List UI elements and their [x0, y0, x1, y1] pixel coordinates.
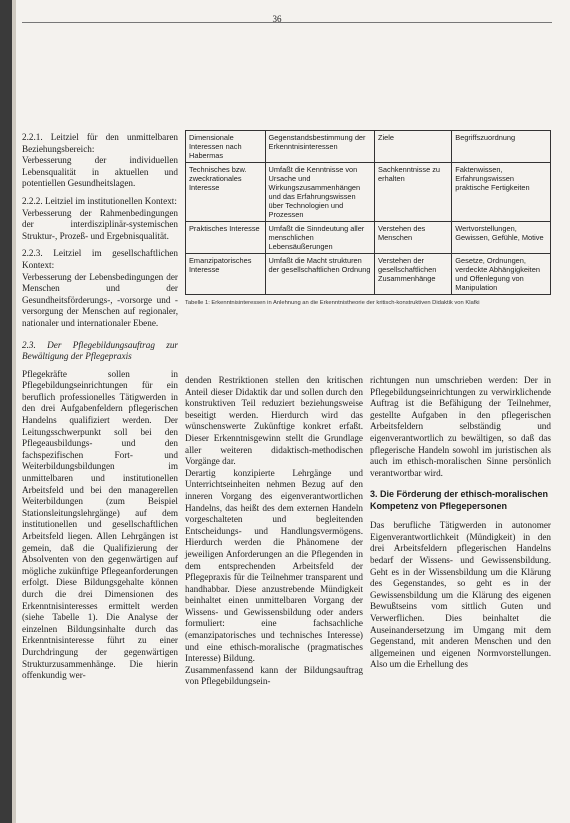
- table-cell: Umfaßt die Macht strukturen der gesellschaftlichen Ordnung: [265, 254, 374, 295]
- table-header-cell: Gegenstandsbestimmung der Erkenntnisinteressen: [265, 131, 374, 163]
- leitziel-2-text: Verbesserung der Rahmenbedingungen der interdisziplinär-systemischen Struktur-, Prozeß- und Ergebnisqualität.: [22, 207, 178, 241]
- table-cell: Praktisches Interesse: [186, 222, 266, 254]
- right-text-column: [370, 375, 551, 671]
- table-cell: Sachkenntnisse zu erhalten: [375, 163, 452, 222]
- table-cell: Verstehen des Menschen: [375, 222, 452, 254]
- table-cell: Verstehen der gesellschaftlichen Zusammenhänge: [375, 254, 452, 295]
- section-3-heading: 3. Die Förderung der ethisch-moralischen Kompetenz von Pflegepersonen: [370, 489, 549, 511]
- section-2-3-body: Pflegekräfte sollen in Pflegebildungseinrichtungen für ein beruflich professionelles Tätigwerden in den drei Aufgabenfeldern pflegerischen Handelns qualifiziert werden. Der Leitungsschwerpunkt soll bei den Pflegeausbildungs- und den fachspezifischen Fort- und Weiterbildungsbildungen im unmittelbaren und institutionellen Arbeitsfeld und bei den managerellen Weiterbildungen (zum Beispiel Stationsleitungslehrgänge) auf dem institutionellen und gesellschaftlichen Arbeitsfeld liegen. Allen Lehrgängen ist gemein, daß die Qualifizierung der Absolventen von den gegenwärtigen auf mögliche zukünftige Pflegeanforderungen erfolgt. Diese Bildungsgehalte können durch die drei Dimensionen des Erkenntnisinteresses ermittelt werden (siehe Tabelle 1). Die Analyse der einzelnen Bildungsinhalte durch das Erkenntnisinteresse führt zu einer Durchdringung der gegenwärtigen Strukturzusammenhänge. Die hierin offenkundig wer-: [22, 368, 178, 681]
- body-paragraph: denden Restriktionen stellen den kritischen Anteil dieser Didaktik dar und sollen durch den konstruktiven Teil reduziert beziehungsweise beseitigt werden. Hierdurch wird das wünschenswerte Zukünftige konkret erfaßt. Dieser Erkenntnisgewinn stellt die Grundlage aller weiteren didaktisch-methodischen Vorgänge dar.: [185, 375, 363, 467]
- table-header-cell: Ziele: [375, 131, 452, 163]
- table-cell: Wertvorstellungen, Gewissen, Gefühle, Motive: [452, 222, 551, 254]
- leitziel-1-text: Verbesserung der individuellen Lebensqualität in aktuellen und potentiellen Gesundheitslagen.: [22, 155, 178, 189]
- table-cell: Emanzipatorisches Interesse: [186, 254, 266, 295]
- table-header-cell: Dimensionale Interessen nach Habermas: [186, 131, 266, 163]
- page-number: 36: [272, 14, 282, 24]
- table-caption: Tabelle 1: Erkenntnisinteressen in Anlehnung an die Erkenntnistheorie der kritisch-konstruktiven Didaktik von Klafki: [185, 300, 480, 306]
- table-row: [186, 163, 551, 222]
- table-cell: Gesetze, Ordnungen, verdeckte Abhängigkeiten und Offenlegung von Manipulation: [452, 254, 551, 295]
- table-header-cell: Begriffszuordnung: [452, 131, 551, 163]
- table-cell: Faktenwissen, Erfahrungswissen praktische Fertigkeiten: [452, 163, 551, 222]
- leitziel-1-heading: 2.2.1. Leitziel für den unmittelbaren Beziehungsbereich:: [22, 132, 178, 154]
- body-paragraph: richtungen nun umschrieben werden: Der in Pflegebildungseinrichtungen zu verwirklichende Auftrag ist die Befähigung der Teilnehmer, gestellte Aufgaben in den pflegerischen Arbeitsfeldern selbständig und eigenverantwortlich zu bewältigen, so daß das pflegerische Handeln sowohl im juristischen als auch im ethisch-moralischen Sinne persönlich verantwortbar wird.: [370, 375, 551, 478]
- body-paragraph: Zusammenfassend kann der Bildungsauftrag von Pflegebildungsein-: [185, 664, 363, 687]
- table-1: [185, 130, 551, 306]
- leitziel-3-text: Verbesserung der Lebensbedingungen der Menschen und der Gesundheitsförderungs-, -vorsorge und -versorgung der Menschen auf regionaler, nationaler und internationaler Ebene.: [22, 271, 178, 328]
- left-text-column: [22, 126, 178, 688]
- leitziel-3-heading: 2.2.3. Leitziel im gesellschaftlichen Kontext:: [22, 248, 178, 270]
- table-cell: Technisches bzw. zweckrationales Interesse: [186, 163, 266, 222]
- scan-binding-shadow: [12, 0, 16, 823]
- scan-page-edge: [0, 0, 12, 823]
- body-paragraph: Das berufliche Tätigwerden in autonomer Eigenverantwortlichkeit (Mündigkeit) in den drei Arbeitsfeldern pflegerischen Handelns bedarf der Wissens- und Gewissensbildung. Geht es in der Wissensbildung um die Klärung des Gegenstandes, so geht es in der Gewissensbildung um die Klärung des eigenen Bewußtseins vom sittlich Guten und Verwerflichen. Dies beinhaltet die Auseinandersetzung im Umgang mit dem Gegenstand, mit anderen Menschen und den allgemeinen und eigenen Normvorstellungen. Also um die Erhellung des: [370, 520, 551, 670]
- section-2-3-heading: 2.3. Der Pflegebildungsauftrag zur Bewältigung der Pflegepraxis: [22, 339, 178, 362]
- table-cell: Umfaßt die Sinndeutung aller menschlichen Lebensäußerungen: [265, 222, 374, 254]
- table-header-row: [186, 131, 551, 163]
- table-row: [186, 222, 551, 254]
- table-row: [186, 254, 551, 295]
- header-rule: [22, 22, 552, 23]
- table-cell: Umfaßt die Kenntnisse von Ursache und Wirkungszusammenhängen und das Erfahrungswissen über Technologien und Prozessen: [265, 163, 374, 222]
- middle-text-column: [185, 375, 363, 688]
- body-paragraph: Derartig konzipierte Lehrgänge und Unterrichtseinheiten nehmen Bezug auf den inneren Vorgang des eigenverantwortlichen Handelns, das heißt des dem externen Handeln vorgeschalteten und begleitenden Entscheidungs- und Handlungsvermögens. Hierdurch werden die Phänomene der jeweiligen Anforderungen an die Pflegenden in dem entsprechenden Arbeitsfeld der Pflegepraxis für die Teilnehmer transparent und handhabbar. Diese anzustrebende Mündigkeit beinhaltet einen unmittelbaren Vorgang der Wissens- und Gewissensbildung oder anders formuliert: eine fachsachliche (emanzipatorisches und technisches Interesse) und eine ethisch-moralische (pragmatisches Interesse) Bildung.: [185, 467, 363, 664]
- leitziel-2-heading: 2.2.2. Leitziel im institutionellen Kontext:: [22, 195, 177, 206]
- erkenntnisinteressen-table: [185, 130, 551, 295]
